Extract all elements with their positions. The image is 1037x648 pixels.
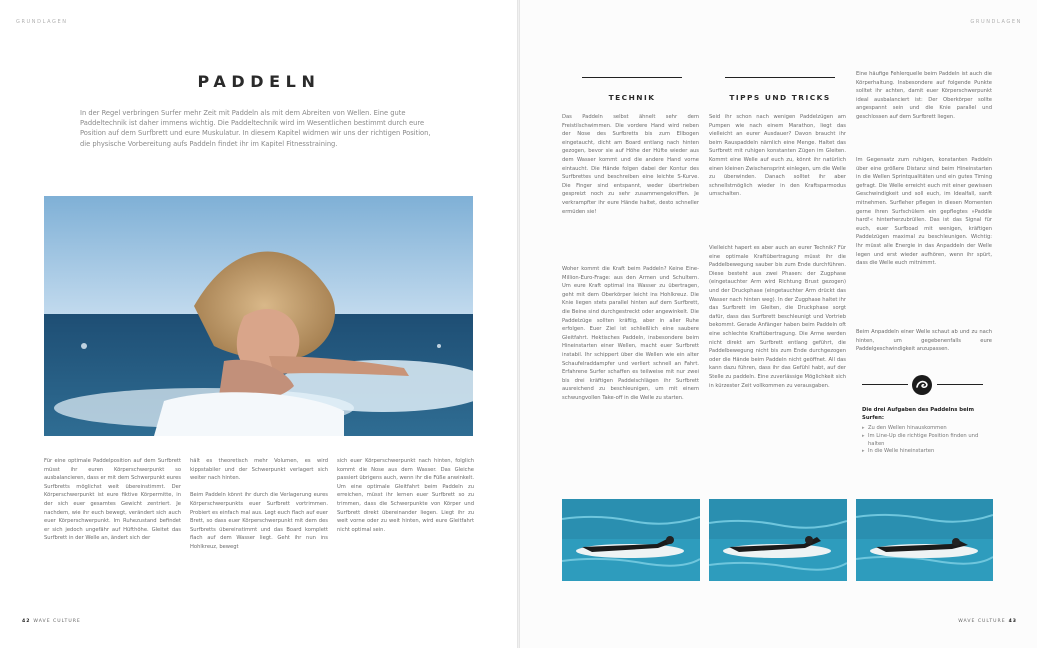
sidebar-rule-left [862, 384, 908, 385]
hero-photo-surfer-paddling [44, 196, 473, 436]
col3-paragraph-1: Eine häufige Fehlerquelle beim Paddeln ist auch die Körperhaltung. Insbesondere auf folgende Punkte solltet ihr achten, damit euer Körperschwerpunkt ideal ausbalanciert ist: Der Oberkörper sollte angespannt sein und die Knie parallel und geschlossen auf dem Surfbrett liegen. [856, 71, 992, 120]
footer-right [958, 619, 1020, 624]
photo-paddling-3 [856, 499, 993, 581]
intro-paragraph: In der Regel verbringen Surfer mehr Zeit mit Paddeln als mit dem Abreiten von Wellen. Eine gute Paddeltechnik ist daher immens wichtig. Die Paddeltechnik wird im Wesentlichen bestimmt durch eure Position auf dem Surfbrett und eure Muskulatur. In diesem Kapitel widmen wir uns der richtigen Position, die physische Vorbereitung aufs Paddeln findet ihr im Kapitel Fitnesstraining. [80, 109, 431, 148]
tipps-paragraph-1: Seid ihr schon nach wenigen Paddelzügen am Pumpen wie nach einem Marathon, liegt das vielleicht an eurer Ausdauer? Davon braucht ihr beim Rauspaddeln nämlich eine Menge. Haltet das Surfbrett mit ruhigen konstanten Zügen im Gleiten. Kommt eine Welle auf euch zu, könnt ihr natürlich einen kleinen Zwischensprint einlegen, um die Welle zu überwinden. Danach solltet ihr aber schnellstmöglich wieder in den Kraftsparmodus umschalten. [709, 114, 846, 198]
col3-paragraph-2: Im Gegensatz zum ruhigen, konstanten Paddeln über eine größere Distanz sind beim Hineinstarten in die Wellen Sprintqualitäten und ein gutes Timing gefragt. Die Welle erreicht euch mit einer gewissen Geschwindigkeit und soll euch, im Idealfall, sanft mitnehmen. Surfleher pflegen in diesen Momenten gerne ihren Surfschülern ein gepflegtes »Paddle hard!« hinterherzubrüllen. Das ist das Signal für euch, euer Surfboad mit wenigen, kräftigen Paddelzügen maximal zu beschleunigen. Wichtig: Ihr müsst alle Energie in das Anpaddeln der Welle legen und erst wieder aufhören, wenn ihr spürt, dass die Welle euch mitnimmt. [856, 157, 992, 267]
photo-paddling-2 [709, 499, 847, 581]
page-number-right: 43 [1008, 619, 1017, 624]
body-column-3: sich euer Körperschwerpunkt nach hinten, folglich kommt die Nose aus dem Wasser. Das Gleiche passiert übrigens auch, wenn ihr die Füße anwinkelt. Um eine optimale Gleitfahrt beim Paddeln zu erreichen, müsst ihr lernen euer Surfbrett so zu trimmen, dass die Schwerpunkte von Körper und Surfbrett direkt übereinander liegen. Liegt ihr zu weit vorne oder zu weit hinten, wird eure Gleitfahrt nicht optimal sein. [337, 458, 474, 533]
tipps-paragraph-2: Vielleicht hapert es aber auch an eurer Technik? Für eine optimale Kraftübertragung müsst ihr die Paddelbewegung sauber bis zum Ende durchführen. Diese besteht aus zwei Phasen: der Zugphase (eingetauchter Arm wird Richtung Brust gezogen) und der Druckphase (eingetauchter Arm drückt das Wasser nach hinten weg). In der Zugphase haltet ihr das Surfbrett im Gleiten, die Druckphase sorgt dafür, dass das Surfbrett beschleunigt und Vortrieb bekommt. Gerade Anfänger haben beim Paddeln oft eine schlechte Kraftübertragung. Die Arme werden nicht direkt am Surfbrett entlang geführt, die Paddelbewegung nicht bis zum Ende durchgezogen oder die Hände beim Paddeln nicht geöffnet. All das kann dazu führen, dass ihr das Gefühl habt, auf der Stelle zu paddeln. Eine zuverlässige Möglichkeit sich in kürzester Zeit vollkommen zu verausgaben. [709, 245, 846, 389]
footer-left [19, 619, 81, 624]
technik-rule [582, 77, 682, 78]
page-number-left: 42 [22, 619, 31, 624]
technik-paragraph-2: Woher kommt die Kraft beim Paddeln? Keine Eine-Million-Euro-Frage: aus den Armen und Schultern. Um eure Kraft optimal ins Wasser zu übertragen, geht mit dem Oberkörper leicht ins Hohlkreuz. Die Knie liegen stets parallel hinten auf dem Surfbrett, die Beine sind durchgestreckt oder angewinkelt. Die Paddelzüge sollten kräftig, aber in aller Ruhe erfolgen. Euer Ziel ist schließlich eine saubere Gleitfahrt. Hektisches Paddeln, insbesondere beim Hineinstarten einer Wellen, macht euer Surfbrett instabil. Ihr schippert über die Wellen wie ein alter Schaufelraddampfer und verliert schnell an Fahrt. Erfahrene Surfer schaffen es teilweise mit nur zwei bis drei kräftigen Paddelschlägen ihr Surfbrett ausreichend zu beschleunigen, um mit einem schwungvollen Take-off in die Welle zu starten. [562, 266, 699, 401]
sidebar-list-item: ▸ In die Welle hineinstarten [862, 448, 992, 456]
running-head-right: GRUNDLAGEN [970, 19, 1022, 25]
sidebar-title: Die drei Aufgaben des Paddelns beim Surfen: [862, 407, 975, 421]
body-column-2: hält es theoretisch mehr Volumen, es wird kippstabiler und der Schwerpunkt verlagert sich weiter nach hinten. Beim Paddeln könnt ihr durch die Verlagerung eures Körperschwerpunkts euer Surfbrett vortrimmen. Probiert es einfach mal aus. Legt euch flach auf euer Brett, so dass euer Körperschwerpunkt mit dem des Surfbretts übereinstimmt und das Board komplett flach auf dem Wasser liegt. Geht ihr nun ins Hohlkreuz, bewegt [190, 458, 328, 550]
sidebar-list-item: ▸ Im Line-Up die richtige Position finden und halten [862, 433, 992, 449]
magazine-name-right: WAVE CULTURE [958, 619, 1006, 624]
sidebar-rule-right [937, 384, 983, 385]
left-page [0, 0, 518, 648]
technik-heading: TECHNIK [608, 93, 656, 102]
article-title: PADDELN [197, 72, 321, 91]
sidebar-list-item: ▸ Zu den Wellen hinauskommen [862, 425, 992, 433]
photo-paddling-1 [562, 499, 700, 581]
body-column-1: Für eine optimale Paddelposition auf dem Surfbrett müsst ihr euren Körperschwerpunkt so ausbalancieren, dass er mit dem Schwerpunkt eures Surfbretts möglichst weit übereinstimmt. Der Körperschwerpunkt ist eure fiktive Körpermitte, in der sich euer gesamtes Gewicht zentriert. Je nachdem, wie ihr euch bewegt, verändert sich auch euer Körperschwerpunkt. Im Ruhezustand befindet er sich jedoch ungefähr auf Hüfthöhe. Gleitet das Surfbrett in der Welle an, ändert sich der [44, 458, 181, 542]
magazine-name-left: WAVE CULTURE [33, 619, 81, 624]
wave-icon [912, 375, 932, 395]
sidebar-list [862, 425, 992, 456]
running-head-left: GRUNDLAGEN [16, 19, 68, 25]
technik-paragraph-1: Das Paddeln selbst ähnelt sehr dem Freistilschwimmen. Die vordere Hand wird neben der Nose des Surfbretts bis zum Ellbogen eingetaucht, dicht am Board entlang nach hinten gezogen, bevor sie auf Höhe der Hüfte wieder aus dem Wasser kommt und die andere Hand vorne eintaucht. Die Hände folgen dabei der Kontur des Surfbrettes und beschreiben eine leichte S-Kurve. Die Finger sind entspannt, weder übertrieben gespreizt noch zu sehr zusammengekniffen. Je verkrampfter ihr eure Hände haltet, desto schneller ermüden sie! [562, 114, 699, 215]
tipps-heading: TIPPS UND TRICKS [729, 93, 831, 102]
col3-paragraph-3: Beim Anpaddeln einer Welle schaut ab und zu nach hinten, um gegebenenfalls eure Paddelgeschwindigkeit anzupassen. [856, 329, 992, 353]
tipps-rule [725, 77, 835, 78]
